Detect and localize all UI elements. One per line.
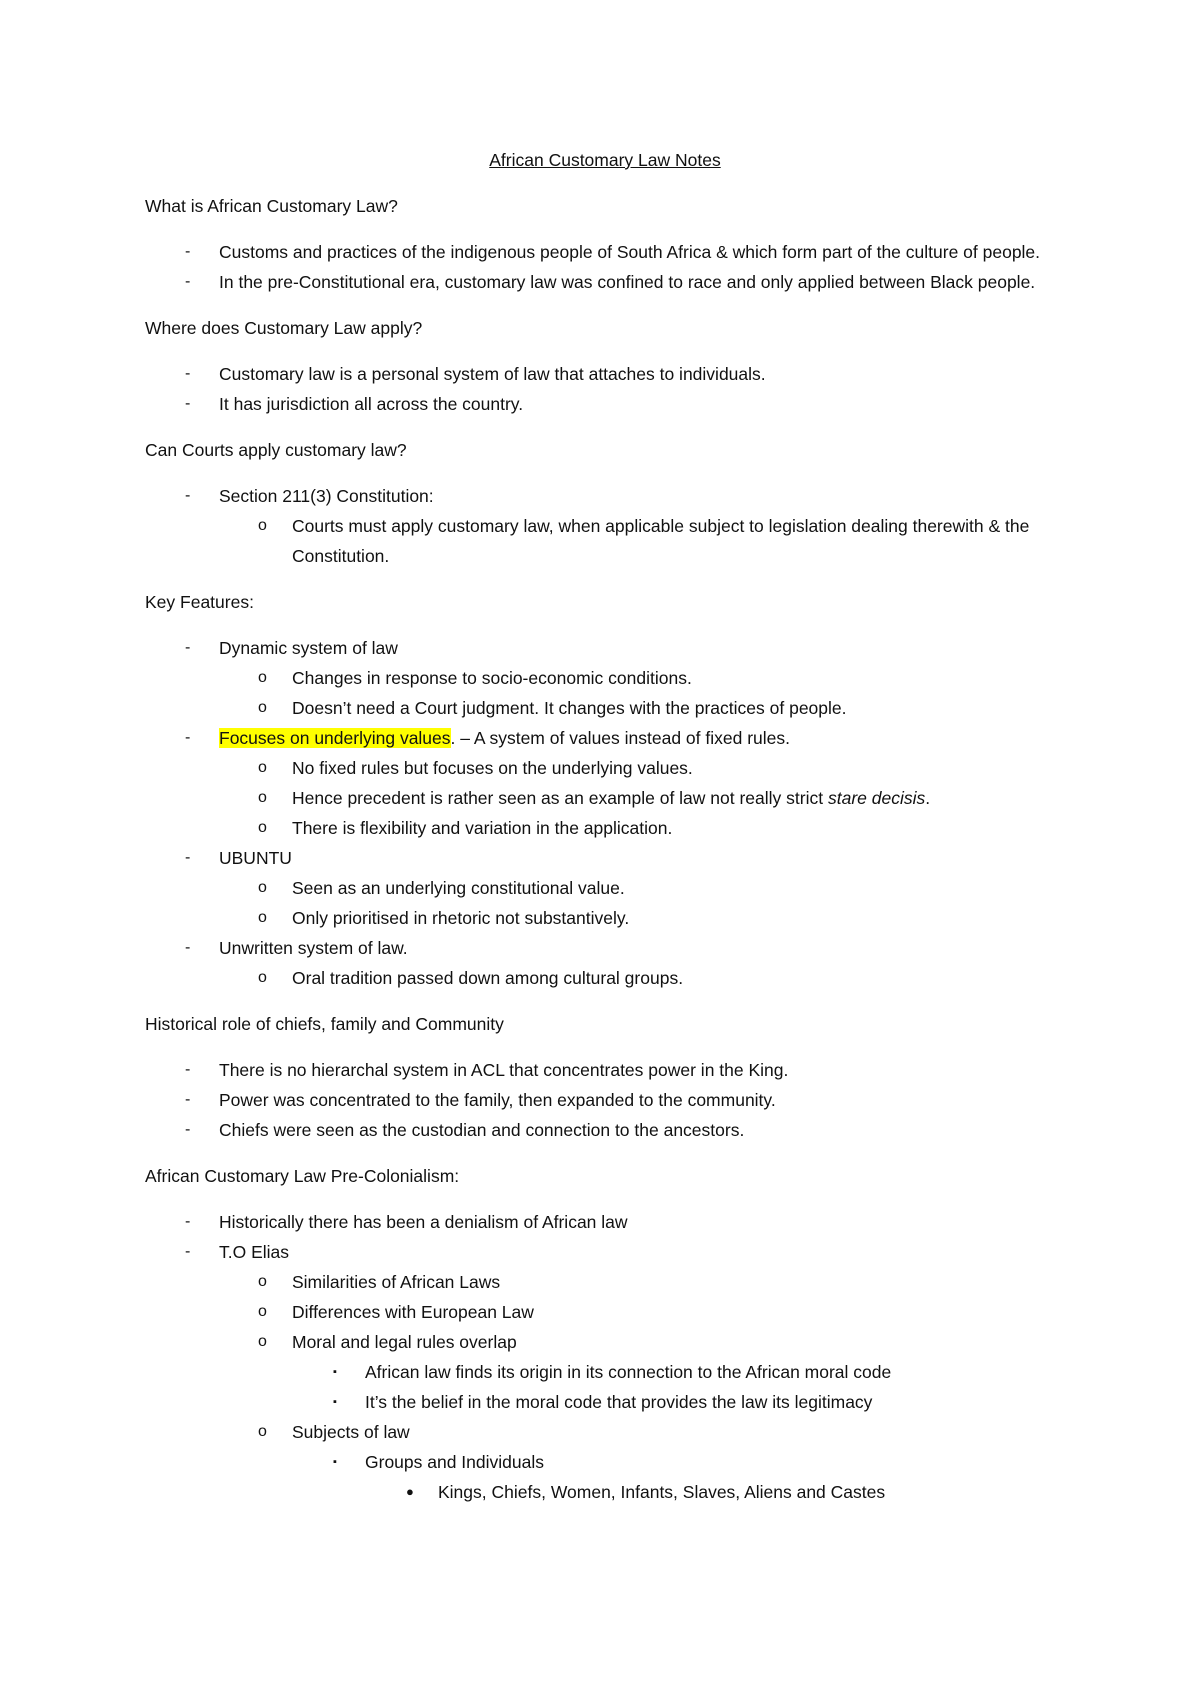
sub-list-item (219, 1327, 1065, 1417)
sub-sub-list-item (292, 1447, 1065, 1507)
sub-list-item-text: Hence precedent is rather seen as an example of law not really strict (292, 788, 828, 808)
dash-marker: - (185, 849, 191, 866)
list-item (145, 1207, 1065, 1237)
list-item-text: UBUNTU (219, 848, 292, 868)
document-body (145, 145, 1065, 1523)
dash-marker: - (185, 1091, 191, 1108)
section-heading-historical-role: Historical role of chiefs, family and Community (145, 1014, 504, 1034)
sub-list-item-text: Differences with European Law (292, 1302, 534, 1322)
circle-marker: o (258, 669, 267, 686)
list-item-text: In the pre-Constitutional era, customary law was confined to race and only applied between Black people. (219, 272, 1036, 292)
list-item (145, 267, 1065, 297)
dash-marker: - (185, 639, 191, 656)
list-item-text: Unwritten system of law. (219, 938, 408, 958)
sub-list-item-text: Similarities of African Laws (292, 1272, 501, 1292)
section-heading-courts: Can Courts apply customary law? (145, 440, 407, 460)
sub-list-item-text: Courts must apply customary law, when applicable subject to legislation dealing therewith & the Constitution. (292, 516, 1030, 566)
highlighted-text: Focuses on underlying values (219, 728, 451, 748)
circle-marker: o (258, 699, 267, 716)
sub-list-item-text: No fixed rules but focuses on the underlying values. (292, 758, 693, 778)
sub-list (219, 753, 1065, 843)
square-marker: ▪ (333, 1456, 337, 1468)
list-item (145, 1115, 1065, 1145)
section-heading-key-features: Key Features: (145, 592, 254, 612)
list-item-text: . – A system of values instead of fixed rules. (450, 728, 791, 748)
list-item (145, 1055, 1065, 1085)
sub-sub-sub-list (365, 1477, 1065, 1507)
sub-list (219, 873, 1065, 933)
sub-list-item (219, 783, 1065, 813)
list-item (145, 1237, 1065, 1507)
sub-list-item (219, 1297, 1065, 1327)
list-item (145, 359, 1065, 389)
sub-list-item-text: Only prioritised in rhetoric not substantively. (292, 908, 630, 928)
dash-marker: - (185, 273, 191, 290)
italic-term: stare decisis (827, 788, 926, 808)
list-what-is (145, 237, 1065, 297)
circle-marker: o (258, 879, 267, 896)
dash-marker: - (185, 1243, 191, 1260)
document-title: African Customary Law Notes (489, 150, 721, 170)
circle-marker: o (258, 819, 267, 836)
list-item-text: T.O Elias (219, 1242, 290, 1262)
dash-marker: - (185, 729, 191, 746)
sub-list-item (219, 1417, 1065, 1507)
dash-marker: - (185, 365, 191, 382)
sub-list-item-text: Seen as an underlying constitutional value. (292, 878, 625, 898)
list-key-features (145, 633, 1065, 993)
sub-list (219, 963, 1065, 993)
circle-marker: o (258, 1423, 267, 1440)
circle-marker: o (258, 517, 267, 534)
sub-sub-list-item-text: Groups and Individuals (365, 1452, 544, 1472)
sub-list-item (219, 963, 1065, 993)
sub-sub-list-item (292, 1357, 1065, 1387)
circle-marker: o (258, 1333, 267, 1350)
sub-list-item (219, 1267, 1065, 1297)
bullet-marker: ● (406, 1484, 414, 1499)
list-item-text: It has jurisdiction all across the country. (219, 394, 524, 414)
dash-marker: - (185, 487, 191, 504)
dash-marker: - (185, 1213, 191, 1230)
dash-marker: - (185, 939, 191, 956)
section-heading-pre-colonialism: African Customary Law Pre-Colonialism: (145, 1166, 460, 1186)
sub-list-item-text: Doesn’t need a Court judgment. It changes with the practices of people. (292, 698, 847, 718)
sub-list-item-text: Oral tradition passed down among cultural groups. (292, 968, 684, 988)
circle-marker: o (258, 909, 267, 926)
sub-list-item-text: . (925, 788, 931, 808)
circle-marker: o (258, 1273, 267, 1290)
list-pre-colonialism (145, 1207, 1065, 1507)
list-item (145, 633, 1065, 723)
sub-sub-list-item-text: African law finds its origin in its connection to the African moral code (365, 1362, 892, 1382)
sub-list-item (219, 813, 1065, 843)
dash-marker: - (185, 395, 191, 412)
list-item-text: Chiefs were seen as the custodian and connection to the ancestors. (219, 1120, 745, 1140)
sub-sub-list-item-text: It’s the belief in the moral code that provides the law its legitimacy (365, 1392, 873, 1412)
list-where (145, 359, 1065, 419)
list-courts (145, 481, 1065, 571)
sub-list (219, 663, 1065, 723)
sub-list-item (219, 663, 1065, 693)
dash-marker: - (185, 1061, 191, 1078)
sub-list-item-text: Subjects of law (292, 1422, 410, 1442)
circle-marker: o (258, 1303, 267, 1320)
sub-list-item-text: Changes in response to socio-economic conditions. (292, 668, 692, 688)
section-heading-where: Where does Customary Law apply? (145, 318, 423, 338)
square-marker: ▪ (333, 1396, 337, 1408)
circle-marker: o (258, 969, 267, 986)
list-item (145, 237, 1065, 267)
sub-list-item (219, 693, 1065, 723)
list-item-text: Customary law is a personal system of law that attaches to individuals. (219, 364, 766, 384)
sub-sub-list (292, 1357, 1065, 1417)
list-item-text: Section 211(3) Constitution: (219, 486, 434, 506)
list-item-text: Dynamic system of law (219, 638, 398, 658)
list-item (145, 389, 1065, 419)
sub-list-item (219, 753, 1065, 783)
list-item (145, 1085, 1065, 1115)
list-item (145, 723, 1065, 843)
list-item-text: There is no hierarchal system in ACL that concentrates power in the King. (219, 1060, 789, 1080)
list-item (145, 843, 1065, 933)
sub-list (219, 511, 1065, 571)
sub-sub-sub-list-item (365, 1477, 1065, 1507)
dash-marker: - (185, 243, 191, 260)
sub-sub-list-item (292, 1387, 1065, 1417)
dash-marker: - (185, 1121, 191, 1138)
sub-list-item (219, 903, 1065, 933)
sub-list-item-text: There is flexibility and variation in the application. (292, 818, 673, 838)
list-item-text: Customs and practices of the indigenous people of South Africa & which form part of the culture of people. (219, 242, 1041, 262)
sub-sub-list (292, 1447, 1065, 1507)
sub-list (219, 1267, 1065, 1507)
list-item-text: Historically there has been a denialism of African law (219, 1212, 628, 1232)
list-item-text: Power was concentrated to the family, then expanded to the community. (219, 1090, 776, 1110)
list-historical-role (145, 1055, 1065, 1145)
sub-sub-sub-list-item-text: Kings, Chiefs, Women, Infants, Slaves, Aliens and Castes (438, 1482, 886, 1502)
sub-list-item (219, 511, 1065, 571)
square-marker: ▪ (333, 1366, 337, 1378)
list-item (145, 933, 1065, 993)
circle-marker: o (258, 759, 267, 776)
list-item (145, 481, 1065, 571)
section-heading-what-is: What is African Customary Law? (145, 196, 398, 216)
sub-list-item-text: Moral and legal rules overlap (292, 1332, 517, 1352)
circle-marker: o (258, 789, 267, 806)
sub-list-item (219, 873, 1065, 903)
